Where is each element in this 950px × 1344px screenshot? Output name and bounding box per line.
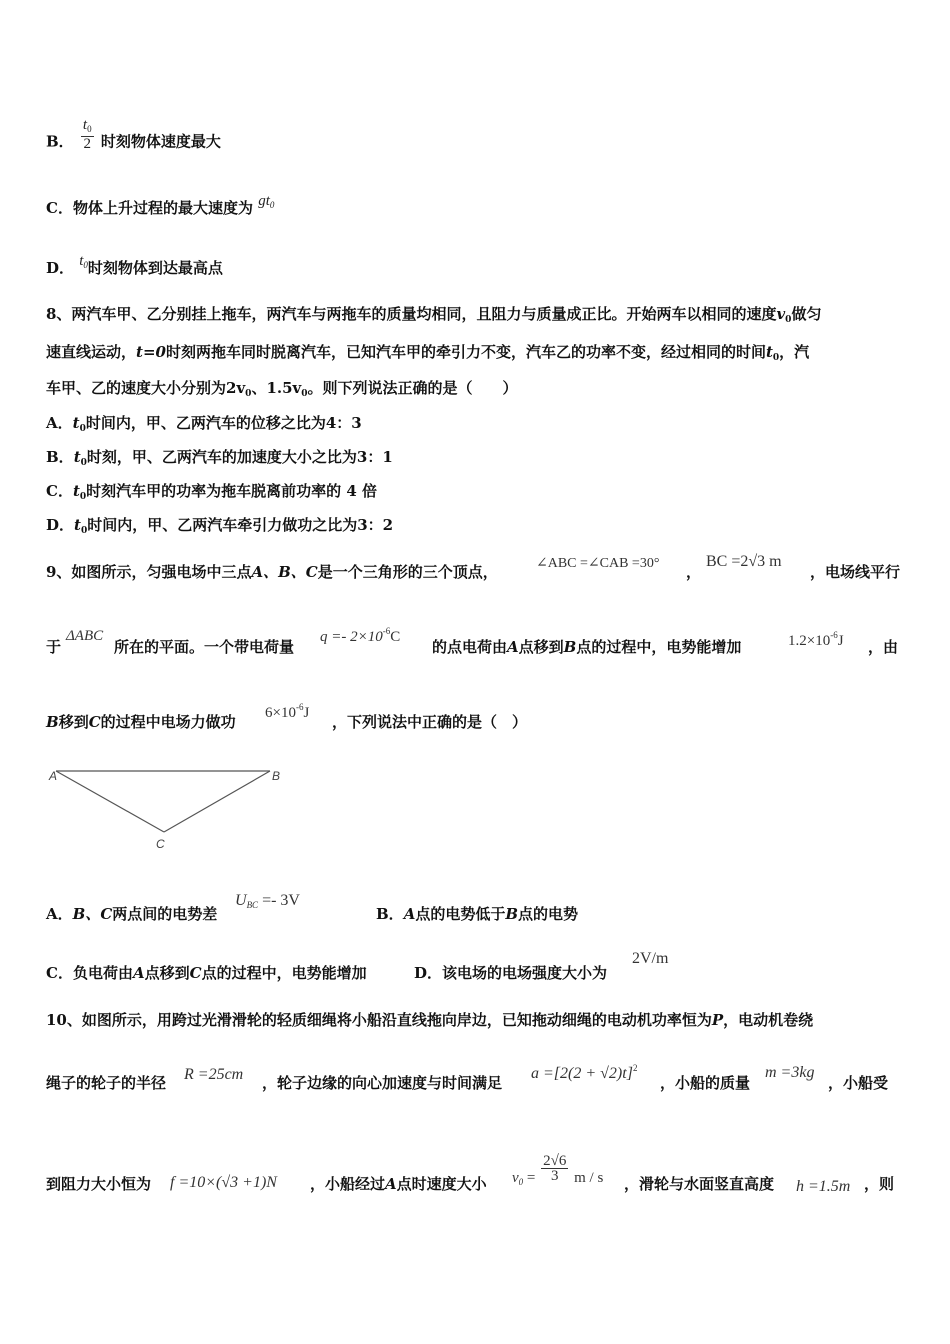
q9-charge-expr: $q =- 2\times 10^{-6}C$ xyxy=(320,626,401,645)
q9-option-a: A．B、C两点间的电势差 xyxy=(46,905,218,923)
q10-line3-end: ，则 xyxy=(864,1175,895,1193)
q7-option-b: B． $\frac{t_0}{2}$ 时刻物体速度最大 xyxy=(46,117,221,152)
q8-option-d: D．$t_0$时间内，甲、乙两汽车牵引力做功之比为3：2 xyxy=(46,516,394,536)
q9-work-expr: $6\times 10^{-6}J$ xyxy=(265,702,310,721)
q10-mass-expr: m =3kg xyxy=(765,1064,815,1081)
q9-line2c: 的点电荷由A点移到B点的过程中，电势能增加 xyxy=(432,638,742,656)
q9-bc-expr: BC =2√3 m xyxy=(706,553,782,570)
q7-option-d: D． $t_0$时刻物体到达最高点 xyxy=(46,253,223,277)
q9-line2b: 所在的平面。一个带电荷量 xyxy=(114,638,295,656)
t0-over-2-fraction: $\frac{t_0}{2}$ xyxy=(82,117,92,152)
q7-option-c: C．物体上升过程的最大速度为 $gt_0$ xyxy=(46,193,275,217)
triangle-figure xyxy=(40,762,300,857)
q10-radius-expr: R =25cm xyxy=(184,1066,244,1083)
q8-option-b: B．$t_0$时刻，甲、乙两汽车的加速度大小之比为3：1 xyxy=(46,448,393,468)
q9-option-d-value: 2V/m xyxy=(632,950,669,967)
q8-stem-line3: 车甲、乙的速度大小分别为$2v_0$、$1.5v_0$。则下列说法正确的是（ ） xyxy=(46,379,518,399)
q9-energy-expr: $1.2\times 10^{-6}J$ xyxy=(788,630,844,649)
q10-line2b: ，轮子边缘的向心加速度与时间满足 xyxy=(262,1074,503,1092)
q10-line2-end: ，小船受 xyxy=(828,1074,889,1092)
q10-friction-expr: f =10×(√3 +1)N xyxy=(170,1174,277,1191)
q9-stem-line1: 9、如图所示，匀强电场中三点A、B、C是一个三角形的三个顶点， xyxy=(46,563,498,581)
q9-line3c: ，下列说法中正确的是（ ） xyxy=(332,713,528,731)
q9-option-c: C．负电荷由A点移到C点的过程中，电势能增加 xyxy=(46,964,367,982)
q9-line2-end: ，由 xyxy=(868,638,899,656)
q10-accel-expr: $a =[2(2 + √2)t]^2$ xyxy=(531,1063,638,1082)
q10-height-expr: h =1.5m xyxy=(796,1178,851,1195)
q8-option-a: A．$t_0$时间内，甲、乙两汽车的位移之比为4：3 xyxy=(46,414,362,434)
q10-line2c: ，小船的质量 xyxy=(660,1074,751,1092)
q10-speed-expr: $v_0$ = $\frac{2√6}{3}$ m / s xyxy=(512,1153,604,1187)
q9-option-d: D．该电场的电场强度大小为 xyxy=(414,964,608,982)
q9-stem-line2a: 于 xyxy=(46,638,62,656)
q8-option-c: C．$t_0$时刻汽车甲的功率为拖车脱离前功率的 4 倍 xyxy=(46,482,378,502)
q10-line3b: ，小船经过A点时速度大小 xyxy=(310,1175,487,1193)
q10-line2a: 绳子的轮子的半径 xyxy=(46,1074,167,1092)
q8-stem-line2: 速直线运动，t=0时刻两拖车同时脱离汽车，已知汽车甲的牵引力不变，汽车乙的功率不变，经过相同的时间$t_0$，汽 xyxy=(46,343,810,363)
vertex-label-a: A xyxy=(49,769,58,783)
q9-option-b: B．A点的电势低于B点的电势 xyxy=(376,905,579,923)
vertex-label-b: B xyxy=(272,769,281,783)
q10-line3a: 到阻力大小恒为 xyxy=(46,1175,152,1193)
q9-line1-end: ，电场线平行 xyxy=(810,563,901,581)
vertex-label-c: C xyxy=(156,837,165,851)
q9-angle-expr: ∠ABC =∠CAB =30° xyxy=(536,556,660,571)
q9-triangle-symbol: ΔABC xyxy=(66,628,104,644)
q8-stem-line1: 8、两汽车甲、乙分别挂上拖车，两汽车与两拖车的质量均相同，且阻力与质量成正比。开始两车以相同的速度$v_0$做匀 xyxy=(46,305,822,325)
side-bc xyxy=(164,771,270,832)
q9-stem-line3: B移到C的过程中电场力做功 xyxy=(46,713,236,731)
q9-option-a-expr: $U_{BC} =- 3V$ xyxy=(235,892,300,910)
q10-stem-line1: 10、如图所示，用跨过光滑滑轮的轻质细绳将小船沿直线拖向岸边，已知拖动细绳的电动机功率恒为P，电动机卷绕 xyxy=(46,1011,814,1029)
q10-line3d: ，滑轮与水面竖直高度 xyxy=(624,1175,775,1193)
side-ac xyxy=(56,771,164,832)
